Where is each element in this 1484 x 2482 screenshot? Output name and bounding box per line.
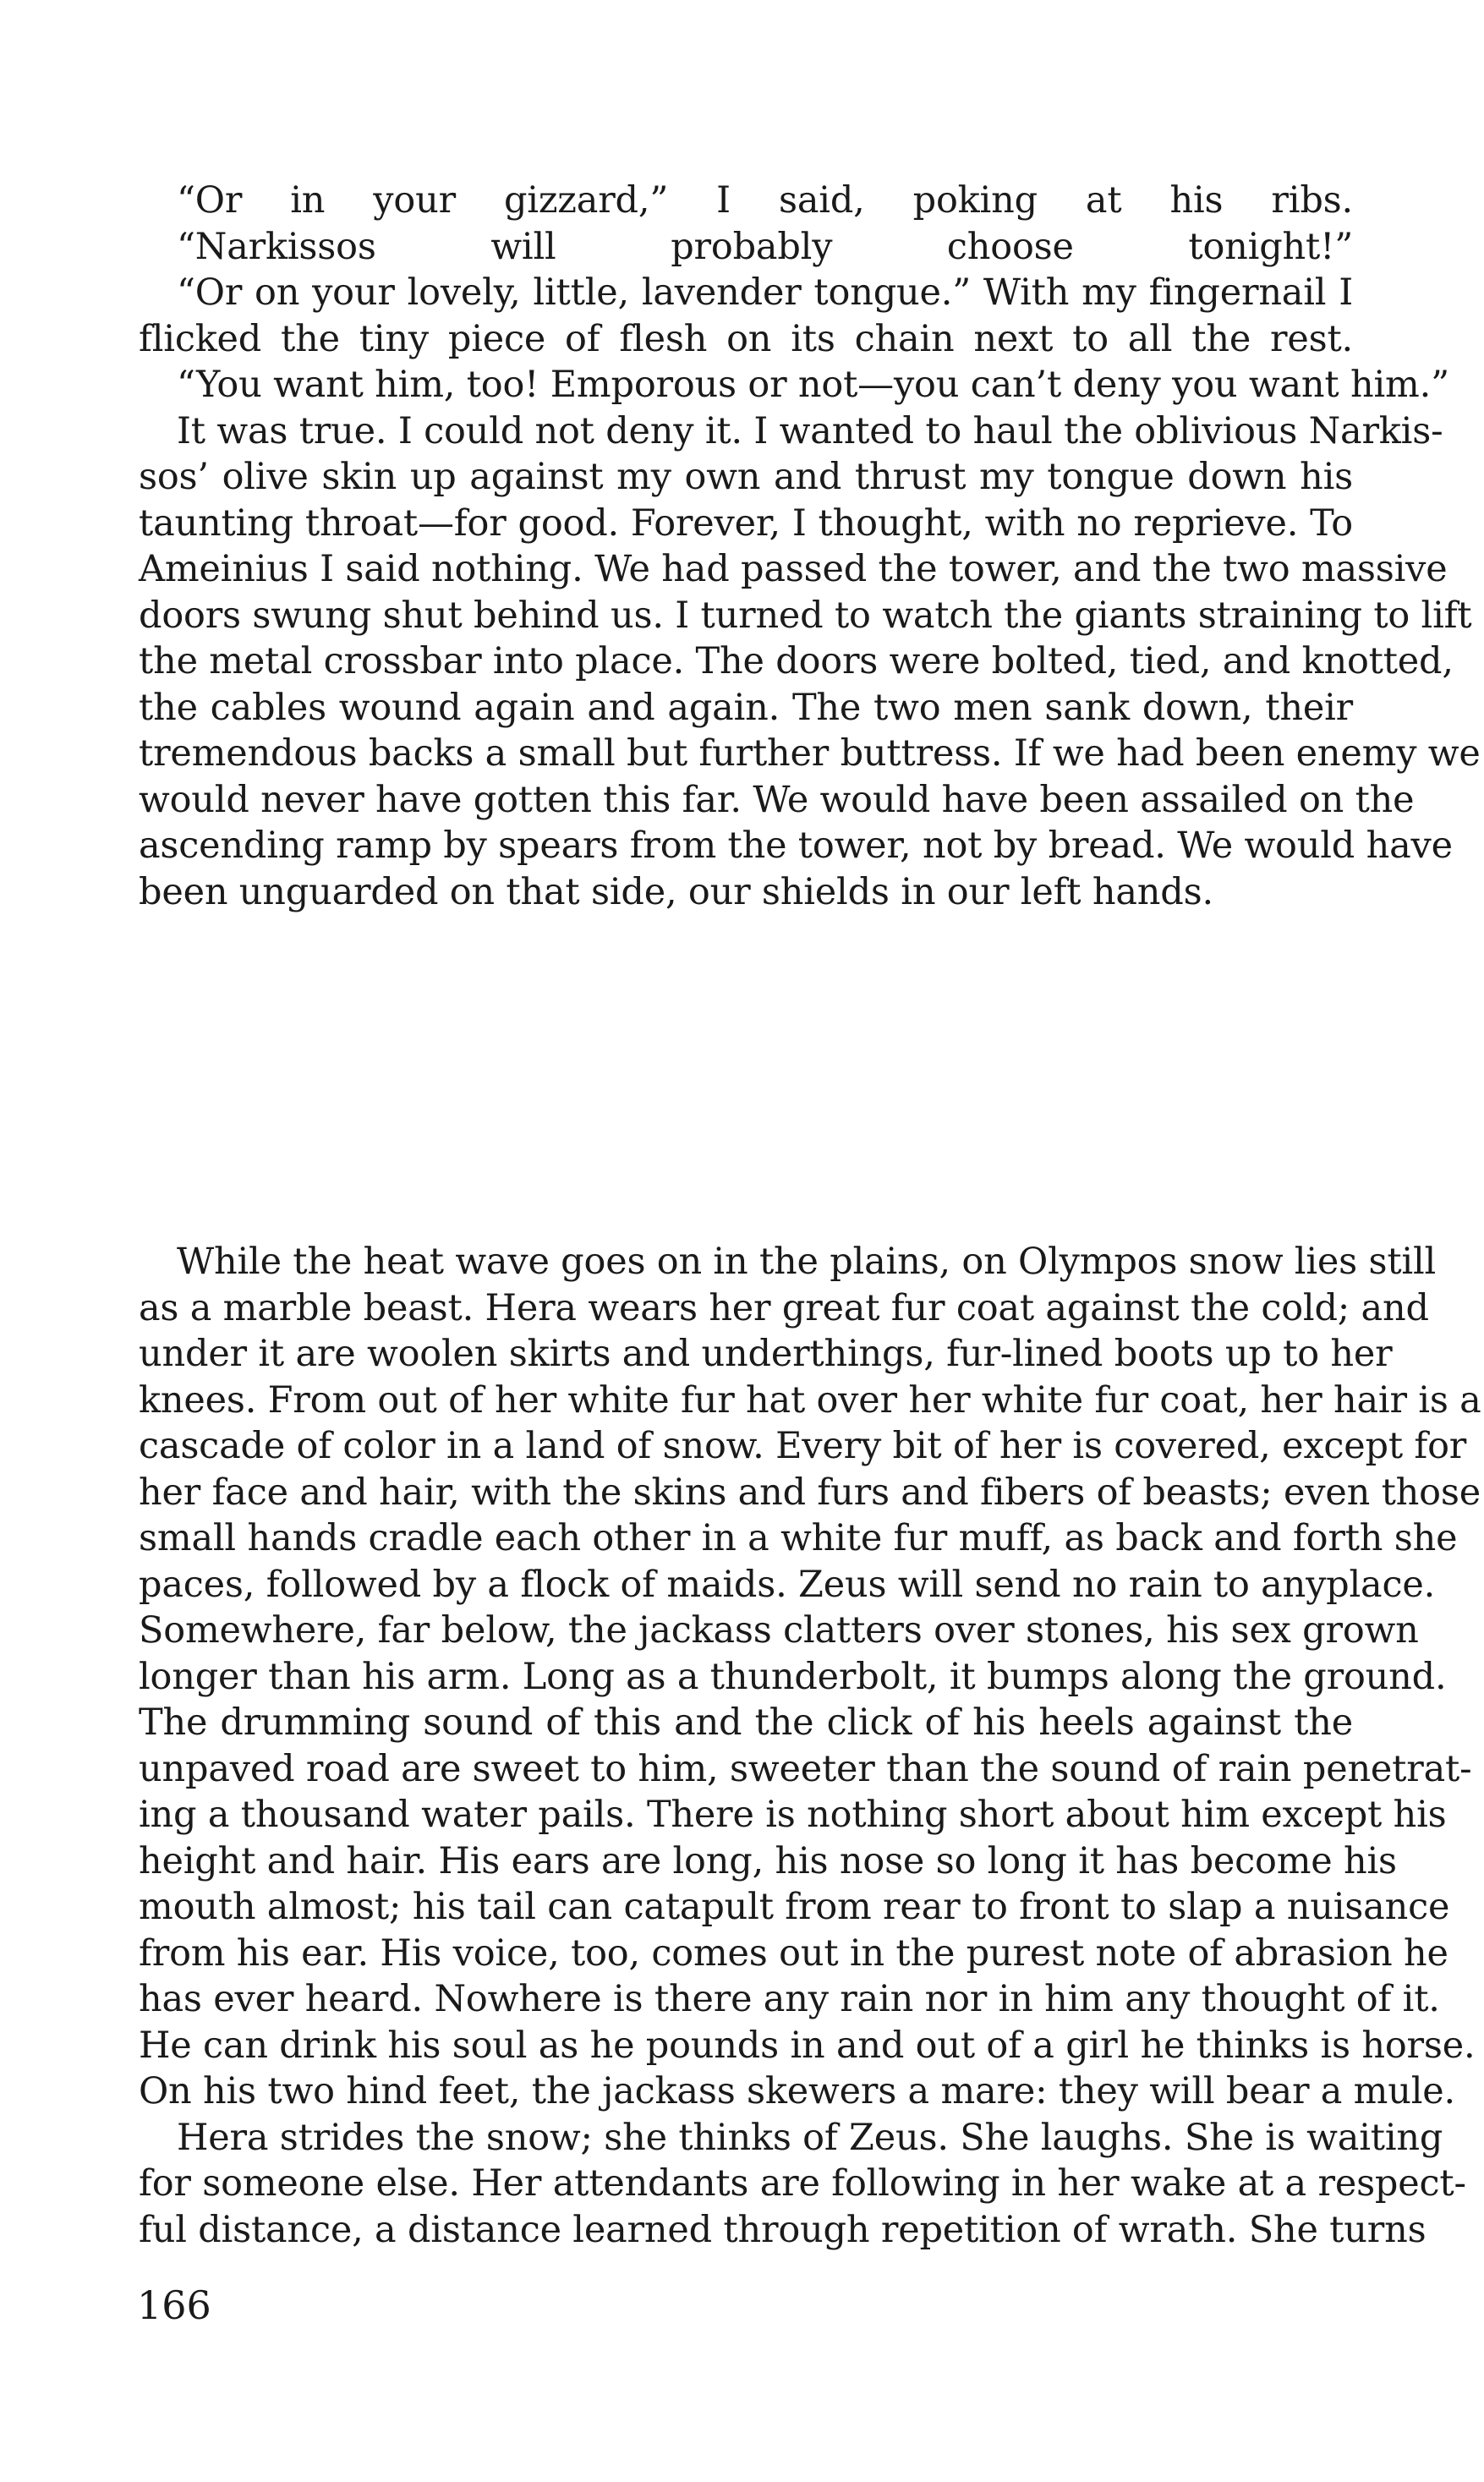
text-line: under it are woolen skirts and underthings, fur-lined boots up to her	[139, 1333, 1393, 1375]
text-line: Hera strides the snow; she thinks of Zeus. She laughs. She is waiting	[177, 2116, 1443, 2159]
page-number: 166	[137, 2282, 211, 2328]
text-section-two	[139, 1239, 1481, 2253]
text-line: the cables wound again and again. The two men sank down, their	[139, 686, 1353, 729]
text-line: On his two hind feet, the jackass skewers a mare: they will bear a mule.	[139, 2070, 1456, 2112]
text-line: taunting throat—for good. Forever, I thought, with no reprieve. To	[139, 501, 1353, 545]
text-line: would never have gotten this far. We would have been assailed on the	[139, 778, 1415, 821]
text-line: “Or in your gizzard,” I said, poking at his ribs.	[177, 179, 1353, 222]
text-line: ing a thousand water pails. There is nothing short about him except his	[139, 1794, 1447, 1836]
text-line: her face and hair, with the skins and furs and fibers of beasts; even those	[139, 1471, 1481, 1514]
text-line: cascade of color in a land of snow. Every bit of her is covered, except for	[139, 1425, 1467, 1467]
text-line: longer than his arm. Long as a thunderbolt, it bumps along the ground.	[139, 1655, 1447, 1698]
text-line: “Or on your lovely, little, lavender tongue.” With my fingernail I	[177, 271, 1353, 314]
text-line: While the heat wave goes on in the plains, on Olympos snow lies still	[177, 1241, 1437, 1283]
text-line: Somewhere, far below, the jackass clatters over stones, his sex grown	[139, 1609, 1419, 1652]
text-line: knees. From out of her white fur hat over her white fur coat, her hair is a	[139, 1378, 1481, 1422]
text-line: The drumming sound of this and the click of his heels against the	[139, 1701, 1353, 1744]
text-line: ful distance, a distance learned through repetition of wrath. She turns	[139, 2208, 1427, 2251]
text-line: “Narkissos will probably choose tonight!”	[177, 225, 1353, 268]
text-line: small hands cradle each other in a white fur muff, as back and forth she	[139, 1517, 1458, 1559]
text-line: from his ear. His voice, too, comes out in the purest note of abrasion he	[139, 1931, 1448, 1975]
text-line: mouth almost; his tail can catapult from rear to front to slap a nuisance	[139, 1886, 1450, 1928]
text-line: flicked the tiny piece of flesh on its chain next to all the rest.	[139, 317, 1353, 360]
text-line: paces, followed by a flock of maids. Zeus will send no rain to anyplace.	[139, 1563, 1436, 1606]
text-line: height and hair. His ears are long, his nose so long it has become his	[139, 1839, 1397, 1882]
text-line: the metal crossbar into place. The doors were bolted, tied, and knotted,	[139, 640, 1454, 682]
text-line: been unguarded on that side, our shields in our left hands.	[139, 870, 1213, 913]
text-line: doors swung shut behind us. I turned to watch the giants straining to lift	[139, 594, 1472, 637]
text-line: as a marble beast. Hera wears her great fur coat against the cold; and	[139, 1286, 1429, 1329]
text-line: Ameinius I said nothing. We had passed the tower, and the two massive	[139, 548, 1448, 590]
text-line: “You want him, too! Emporous or not—you can’t deny you want him.”	[177, 364, 1449, 406]
text-section-one	[139, 178, 1481, 915]
text-line: It was true. I could not deny it. I wanted to haul the oblivious Narkis-	[177, 409, 1443, 452]
text-line: has ever heard. Nowhere is there any rain nor in him any thought of it.	[139, 1978, 1440, 2020]
text-line: for someone else. Her attendants are following in her wake at a respect-	[139, 2162, 1466, 2205]
text-line: unpaved road are sweet to him, sweeter than the sound of rain penetrat-	[139, 1747, 1472, 1790]
text-line: He can drink his soul as he pounds in and out of a girl he thinks is horse.	[139, 2024, 1476, 2067]
text-line: sos’ olive skin up against my own and thrust my tongue down his	[139, 456, 1353, 498]
text-line: ascending ramp by spears from the tower, not by bread. We would have	[139, 825, 1453, 867]
text-line: tremendous backs a small but further buttress. If we had been enemy we	[139, 732, 1481, 775]
